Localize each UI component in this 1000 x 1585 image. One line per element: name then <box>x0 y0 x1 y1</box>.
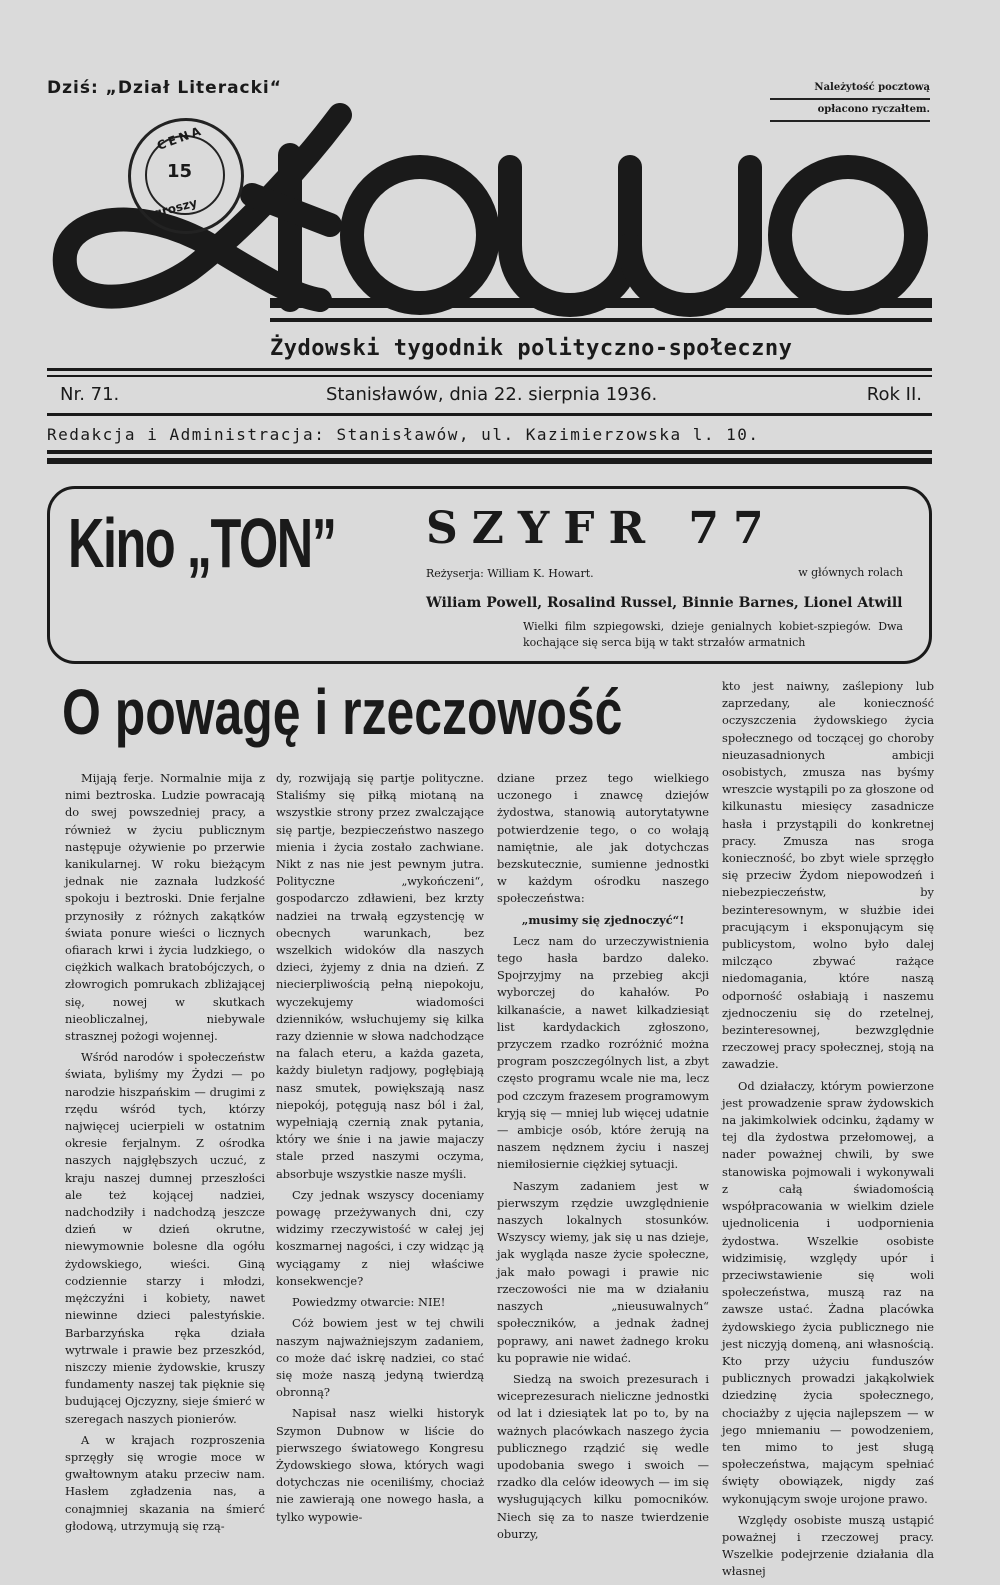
article-column-2 <box>276 770 484 1530</box>
cinema-advertisement <box>47 486 932 664</box>
paragraph: Lecz nam do urzeczywistnienia tego hasła bardzo daleko. Spojrzyjmy na przebieg akcji wyborczej do kahałów. Po kilkanaście, a nawet kilkadziesiąt list kardydackich zgłoszono, przyczem rzadko rozróżnić można program poszczególnych list, a zbyt często programu wcale nie ma, lecz pod czczym frazesem programowym kryją się — mniej lub więcej udatnie — ambicje osób, które żerują na naszem nędznem życiu i naszej niemiłosiernie ciężkiej sytuacji. <box>497 933 709 1172</box>
paragraph: Powiedzmy otwarcie: NIE! <box>292 1295 446 1310</box>
slogan: „musimy się zjednoczyć“! <box>521 912 685 927</box>
cinema-name: Kino „TON” <box>68 504 336 582</box>
paragraph: Względy osobiste muszą ustąpić poważnej i rzeczowej pracy. Wszelkie podejrzenie działania dla własnej <box>722 1512 934 1579</box>
divider-rule <box>47 450 932 454</box>
stamp-cena: CENA <box>155 123 206 153</box>
stamp-price: 15 <box>167 161 193 182</box>
film-description: Wielki film szpiegowski, dzieje genialnych kobiet-szpiegów. Dwa kochające się serca biją w takt strzałów armatnich <box>523 620 903 649</box>
article-headline: O powagę i rzeczowość <box>62 676 623 748</box>
paragraph: Napisał nasz wielki historyk Szymon Dubnow w liście do pierwszego światowego Kongresu Żydowskiego słowa, których wagi dotychczas nie oceniliśmy, chociaż nie zawierają one nowego hasła, a tylko wypowie- <box>276 1406 484 1524</box>
postage-line-2: opłacono ryczałtem. <box>770 100 930 122</box>
issue-number: Nr. 71. <box>60 384 120 405</box>
editorial-address: Redakcja i Administracja: Stanisławów, ul. Kazimierzowska l. 10. <box>47 425 760 444</box>
film-director: Reżyserja: William K. Howart. <box>426 567 594 580</box>
postage-line-1: Należytość pocztową <box>770 78 930 100</box>
divider-rule <box>47 368 932 371</box>
todays-section-label: Dziś: „Dział Literacki“ <box>47 78 282 98</box>
article-column-1 <box>65 770 265 1539</box>
issue-year: Rok II. <box>866 384 922 405</box>
article-column-3 <box>497 770 709 1547</box>
paragraph: Naszym zadaniem jest w pierwszym rzędzie uwzględnienie naszych lokalnych stosunków. Wszyscy wiemy, jak się u nas dzieje, jak wygląda nasze życie społeczne, jak mało powagi i prawie nic rzeczowości nie ma w działaniu naszych „nieusuwalnych“ społeczników, a jednak żadnej poprawy, ani nawet żadnego kroku ku poprawie nie widać. <box>497 1178 709 1365</box>
masthead-bar-thin <box>270 318 932 322</box>
paragraph: Siedzą na swoich prezesurach i wiceprezesurach nieliczne jednostki od lat i dziesiątek lat po to, by na ważnych placówkach naszego życia publicznego rządzić się wedle upodobania swego i swoich — rzadko dla celów ideowych — im się wysługujących kilku pomocników. Niech się za to nasze twierdzenie oburzy, <box>497 1371 709 1541</box>
masthead-bar-thick <box>270 298 932 308</box>
film-cast: Wiliam Powell, Rosalind Russel, Binnie Barnes, Lionel Atwill <box>426 595 903 611</box>
film-roles-label: w głównych rolach <box>798 566 903 579</box>
issue-date: Stanisławów, dnia 22. sierpnia 1936. <box>326 384 658 405</box>
paragraph: Mijają ferje. Normalnie mija z nimi beztroska. Ludzie powracają do swej powszedniej pracy, a również w życiu publicznym następuje ożywienie po przerwie kanikularnej. W roku bieżącym jednak nie zaznała ludzkość spokoju i beztroski. Dnie ferjalne przynosiły z różnych zakątków świata ponure wieści o licznych ofiarach krwi i życia ludzkiego, o ciężkich walkach bratobójczych, o złowrogich pomrukach zbliżającej się, nowej w skutkach nieobliczalnej, niebywale strasznej pożogi wojennej. <box>65 771 265 1044</box>
divider-rule <box>47 413 932 416</box>
paragraph: dziane przez tego wielkiego uczonego i znawcę dziejów żydostwa, stanowią autorytatywne potwierdzenie tego, o co wołają namiętnie, ale jak dotychczas bezskutecznie, sumienne jednostki w każdym ośrodku naszego społeczeństwa: <box>497 771 709 906</box>
paragraph: Czy jednak wszyscy doceniamy powagę przeżywanych dni, czy widzimy rzeczywistość w całej jej koszmarnej nagości, i czy widząc ją wyciągamy z niej właściwe konsekwencje? <box>276 1187 484 1288</box>
paragraph: Od działaczy, którym powierzone jest prowadzenie spraw żydowskich na jakimkolwiek odcinku, żądamy w tej dla żydostwa przełomowej, a nader poważnej chwili, by swe stanowiska pojmowali i wykonywali z całą świadomością współpracowania w wielkim dziele ujednolicenia i uodpornienia żydostwa. Wszelkie osobiste widzimisię, względy upór i przeciwstawienie się woli społeczeństwa, muszą raz na zawsze ustać. Żadna placówka żydowskiego życia publicznego nie jest niczyją domeną, ani własnością. Kto przy użyciu funduszów publicznych prowadzi jakąkolwiek dziedzinę życia społecznego, chociażby z ujęcia najlepszem — w jego mniemaniu — powodzeniem, ten mimo to jest sługą społeczeństwa, mającym spełniać święty obowiązek, nigdy zaś wykonującym swoje urojone prawo. <box>722 1078 934 1506</box>
paragraph: Wśród narodów i społeczeństw świata, byliśmy my Żydzi — po narodzie hiszpańskim — drugimi z rzędu wśród tych, którzy najwięcej ucierpieli w ostatnim okresie ferjalnym. Z ośrodka naszych najgłębszych uczuć, z kraju naszej dumnej przeszłości ale też kojącej nadziei, nadchodziły i nadchodzą jeszcze dzień w dzień okrutne, niewymownie bolesne dla ogółu żydowskiego, wieści. Giną codziennie starzy i młodzi, mężczyźni i kobiety, nawet niewinne dzieci palestyńskie. Barbarzyńska ręka działa wytrwale i prawie bez przeszkód, niszczy mienie żydowskie, kruszy fundamenty naszej tak pięknie się budującej Ojczyzny, sieje śmierć w szeregach naszych pionierów. <box>65 1050 265 1426</box>
paragraph: dy, rozwijają się partje polityczne. Staliśmy się piłką miotaną na wszystkie strony przez zwalczające się partje, bezpieczeństwo naszego mienia i życia zostało zachwiane. Nikt z nas nie jest pewnym jutra. Polityczne „wykończeni“, gospodarczo zdławieni, bez krzty nadziei na trwałą egzystencję w obecnych warunkach, bez wszelkich widoków dla naszych dzieci, żyjemy z dnia na dzień. Z niecierpliwością pełną niepokoju, wyczekujemy wiadomości dzienników, wsłuchujemy się kilka razy dziennie w słowa nadchodzące na falach eteru, a każda gazeta, każdy biuletyn radjowy, pogłębiają nasz smutek, powiększają nasz niepokój, potęgują nasz ból i żal, wypełniają czernią znak pytania, który we śnie i na jawie majaczy stale przed naszymi oczyma, absorbuje wszystkie nasze myśli. <box>276 771 484 1181</box>
paragraph: Cóż bowiem jest w tej chwili naszym najważniejszym zadaniem, co może dać iskrę nadziei, co stać się może naszą jedyną twierdzą obronną? <box>276 1316 484 1400</box>
divider-rule <box>47 375 932 377</box>
newspaper-subtitle: Żydowski tygodnik polityczno-społeczny <box>270 336 793 361</box>
paragraph: A w krajach rozproszenia sprzęgły się wrogie moce w gwałtownym ataku przeciw nam. Hasłem zgładzenia nas, a conajmniej skazania na śmierć głodową, utrzymują się rzą- <box>65 1432 265 1533</box>
price-stamp <box>128 118 244 234</box>
stamp-groszy: groszy <box>151 195 199 221</box>
paragraph: kto jest naiwny, zaślepiony lub zaprzedany, ale konieczność oczyszczenia żydowskiego życia społecznego od toczącej go choroby nieuzasadnionych ambicji osobistych, zmusza nas byśmy wreszcie wystąpili po za głoszone od kilkunastu miesięcy zasadnicze hasła i przystąpili do konkretnej pracy. Zmusza nas sroga konieczność, bo zbyt wiele sprzęgło się przeciw Żydom niepowodzeń i niebezpieczeństw, by bezinteresownym, w służbie idei pracującym i eksponującym się publicystom, wolno było dalej milcząco zbywać rażące niedomagania, które naszą odporność osłabiają i naszemu zjednoczeniu się do rzetelnej, bezinteresownej, bezwzględnie rzeczowej pracy społecznej, stoją na zawadzie. <box>722 679 934 1072</box>
article-column-4 <box>722 678 934 1585</box>
divider-rule <box>47 458 932 464</box>
film-title: SZYFR 77 <box>426 503 778 554</box>
